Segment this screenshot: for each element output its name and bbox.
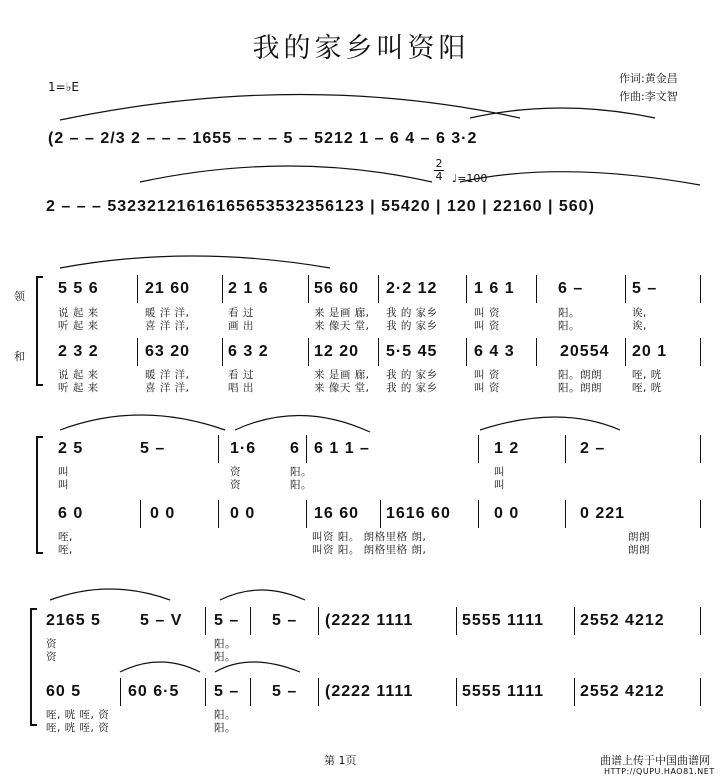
barline	[478, 435, 479, 463]
lyric: 叫 资	[474, 369, 500, 381]
lead-measure: 5 5 6	[58, 280, 99, 297]
lead-measure: 21 60	[145, 280, 191, 297]
lead-measure: 2 –	[580, 440, 606, 457]
lyric: 暖 洋 洋,	[145, 369, 190, 381]
lyric: 阳。	[214, 651, 236, 663]
barline	[574, 678, 575, 706]
lyric: 咥,	[58, 531, 73, 543]
chorus-measure: 63 20	[145, 343, 191, 360]
watermark-url: HTTP://QUPU.HAO81.NET	[604, 767, 715, 776]
lyric: 资	[46, 651, 57, 663]
barline	[456, 678, 457, 706]
chorus-voice-label: 和	[14, 350, 25, 363]
barline	[222, 338, 223, 366]
lead-measure: 6	[290, 440, 300, 457]
lyric: 喜 洋 洋,	[145, 320, 190, 332]
barline	[222, 275, 223, 303]
system-bracket-1	[36, 276, 43, 386]
lyric: 资	[230, 466, 241, 478]
barline	[700, 275, 701, 303]
lead-measure: 5 –	[632, 280, 658, 297]
lead-measure: 1 6 1	[474, 280, 515, 297]
barline	[700, 607, 701, 635]
lead-measure: 5 –	[214, 612, 240, 629]
chorus-measure: 60 6·5	[128, 683, 180, 700]
lyric: 咥, 咣 咥, 资	[46, 722, 110, 734]
chorus-measure: 5 –	[214, 683, 240, 700]
chorus-measure: 2552 4212	[580, 683, 665, 700]
lyric: 咥,	[58, 544, 73, 556]
lyric: 阳。朗朗	[558, 369, 602, 381]
lyric: 我 的 家乡	[386, 320, 438, 332]
time-sig-bottom: 4	[435, 170, 443, 183]
barline	[137, 338, 138, 366]
lyric: 我 的 家乡	[386, 382, 438, 394]
barline	[574, 607, 575, 635]
chorus-measure: 0 221	[580, 505, 626, 522]
lyric: 阳。	[558, 307, 580, 319]
lead-measure: 2552 4212	[580, 612, 665, 629]
system-bracket-3	[30, 608, 37, 726]
page-number: 第 1页	[324, 754, 357, 767]
lyric: 看 过	[228, 307, 254, 319]
barline	[565, 435, 566, 463]
chorus-measure: 0 0	[494, 505, 520, 522]
lead-measure: 5 –	[140, 440, 166, 457]
lead-measure: 1·6	[230, 440, 257, 457]
barline	[218, 500, 219, 528]
lyric: 叫	[58, 466, 69, 478]
lyricist-credit: 作词:黄金昌	[619, 72, 678, 85]
lyric: 阳。朗朗	[558, 382, 602, 394]
chorus-measure: (2222 1111	[325, 683, 414, 700]
chorus-measure: 0 0	[150, 505, 176, 522]
lyric: 来 像天 堂,	[314, 382, 370, 394]
lyric: 朗朗	[628, 544, 650, 556]
watermark-text: 曲谱上传于中国曲谱网	[600, 754, 710, 767]
chorus-measure: 12 20	[314, 343, 360, 360]
lead-measure: 2·2 12	[386, 280, 438, 297]
lyric: 听 起 来	[58, 320, 99, 332]
chorus-measure: 16 60	[314, 505, 360, 522]
chorus-measure: 6 4 3	[474, 343, 515, 360]
lead-measure: 6 1 1 –	[314, 440, 370, 457]
lead-voice-label: 领	[14, 290, 25, 303]
chorus-measure: 20 1	[632, 343, 668, 360]
lead-measure: 5 – V	[140, 612, 183, 629]
barline	[250, 607, 251, 635]
lyric: 来 是画 廊,	[314, 307, 370, 319]
lyric: 来 像天 堂,	[314, 320, 370, 332]
chorus-measure: 5·5 45	[386, 343, 438, 360]
barline	[318, 678, 319, 706]
lyric: 阳。	[214, 638, 236, 650]
lyric: 诶,	[632, 307, 647, 319]
chorus-measure: 6 0	[58, 505, 84, 522]
barline	[306, 435, 307, 463]
barline	[308, 275, 309, 303]
barline	[380, 500, 381, 528]
lyric: 叫 资	[474, 320, 500, 332]
barline	[205, 678, 206, 706]
lyric: 叫	[494, 466, 505, 478]
lyric: 诶,	[632, 320, 647, 332]
barline	[700, 435, 701, 463]
lyric: 阳。	[290, 479, 312, 491]
lyric: 画 出	[228, 320, 254, 332]
chorus-measure: 5 –	[272, 683, 298, 700]
lyric: 阳。	[214, 722, 236, 734]
lyric: 资	[230, 479, 241, 491]
lyric: 咥, 咣	[632, 369, 662, 381]
composer-credit: 作曲:李文智	[619, 90, 678, 103]
barline	[378, 338, 379, 366]
chorus-measure: 6 3 2	[228, 343, 269, 360]
lyric: 说 起 来	[58, 307, 99, 319]
barline	[466, 338, 467, 366]
barline	[140, 500, 141, 528]
barline	[625, 338, 626, 366]
barline	[205, 607, 206, 635]
lyric: 叫资 阳。 朗格里格 朗,	[312, 531, 427, 543]
barline	[466, 275, 467, 303]
lyric: 我 的 家乡	[386, 307, 438, 319]
lyric: 我 的 家乡	[386, 369, 438, 381]
chorus-measure: 1616 60	[386, 505, 451, 522]
intro-line-1: (2 – – 2/3 2 – – – 1655 – – – 5 – 5212 1 – 6 4 – 6 3·2	[48, 130, 478, 147]
lyric: 阳。	[214, 709, 236, 721]
lead-measure: 2 5	[58, 440, 84, 457]
barline	[700, 678, 701, 706]
intro-line-2: 2 – – – 53232121616165653532356123 | 55420 | 120 | 22160 | 560)	[46, 198, 595, 215]
barline	[306, 500, 307, 528]
chorus-measure: 0 0	[230, 505, 256, 522]
lead-measure: 1 2	[494, 440, 520, 457]
barline	[536, 338, 537, 366]
lead-measure: 56 60	[314, 280, 360, 297]
lyric: 朗朗	[628, 531, 650, 543]
lead-measure: 5 –	[272, 612, 298, 629]
barline	[120, 678, 121, 706]
barline	[456, 607, 457, 635]
lead-measure: 6 –	[558, 280, 584, 297]
tempo-marking: ♩=100	[452, 172, 488, 185]
lyric: 唱 出	[228, 382, 254, 394]
lyric: 暖 洋 洋,	[145, 307, 190, 319]
barline	[625, 275, 626, 303]
lead-measure: 2165 5	[46, 612, 101, 629]
lyric: 资	[46, 638, 57, 650]
lyric: 听 起 来	[58, 382, 99, 394]
lyric: 阳。	[290, 466, 312, 478]
barline	[478, 500, 479, 528]
time-signature	[434, 158, 444, 183]
lyric: 说 起 来	[58, 369, 99, 381]
lyric: 叫	[58, 479, 69, 491]
barline	[378, 275, 379, 303]
barline	[218, 435, 219, 463]
lyric: 咥, 咣 咥, 资	[46, 709, 110, 721]
lyric: 喜 洋 洋,	[145, 382, 190, 394]
key-signature: 1=♭E	[48, 80, 79, 94]
lead-measure: (2222 1111	[325, 612, 414, 629]
chorus-measure: 60 5	[46, 683, 82, 700]
lead-measure: 5555 1111	[462, 612, 544, 629]
lyric: 叫资 阳。 朗格里格 朗,	[312, 544, 427, 556]
lyric: 看 过	[228, 369, 254, 381]
chorus-measure: 20554	[560, 343, 610, 360]
lyric: 咥, 咣	[632, 382, 662, 394]
lead-measure: 2 1 6	[228, 280, 269, 297]
page-title: 我的家乡叫资阳	[252, 33, 470, 64]
barline	[137, 275, 138, 303]
barline	[700, 500, 701, 528]
lyric: 阳。	[558, 320, 580, 332]
barline	[250, 678, 251, 706]
lyric: 来 是画 廊,	[314, 369, 370, 381]
barline	[318, 607, 319, 635]
time-sig-top: 2	[435, 157, 443, 170]
barline	[308, 338, 309, 366]
chorus-measure: 5555 1111	[462, 683, 544, 700]
barline	[565, 500, 566, 528]
chorus-measure: 2 3 2	[58, 343, 99, 360]
lyric: 叫	[494, 479, 505, 491]
barline	[536, 275, 537, 303]
system-bracket-2	[36, 436, 43, 554]
lyric: 叫 资	[474, 382, 500, 394]
lyric: 叫 资	[474, 307, 500, 319]
barline	[700, 338, 701, 366]
